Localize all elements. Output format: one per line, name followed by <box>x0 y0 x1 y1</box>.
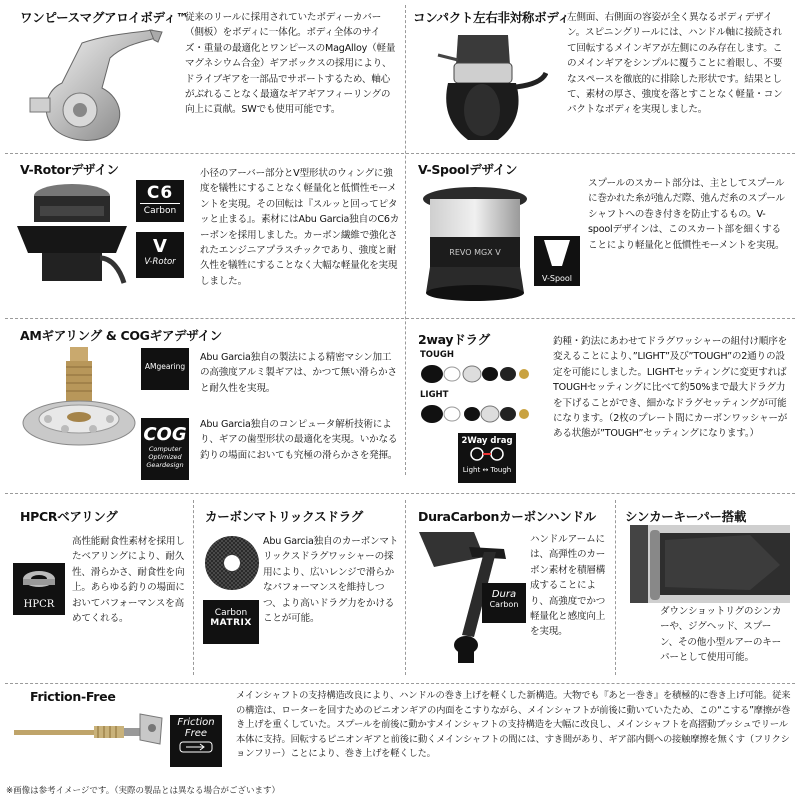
badge-vspool: V-Spool <box>541 274 573 283</box>
2way-drag-badge <box>458 433 516 483</box>
badge-top: Friction <box>177 717 215 728</box>
badge-c6: C6 <box>146 183 174 203</box>
v-rotor-mark: V <box>153 236 167 257</box>
badge-am: AMgearing <box>144 362 186 371</box>
divider-v-b1 <box>193 500 194 675</box>
badge-vrotor: V-Rotor <box>144 257 176 267</box>
compact-reel-image <box>418 25 548 150</box>
sinker-keeper-image <box>630 525 790 603</box>
magalloy-body-image <box>22 28 172 143</box>
badge-top: Dura <box>491 589 517 600</box>
section-body: 釣種・釣法にあわせてドラグワッシャーの組付け順序を変えることにより、”LIGHT”及び”TOUGH”の2通りの設定を可能にしました。LIGHTセッティングに変更すればTOUGHセッティングに比べて約50%まで最大ドラグ力を下げることができ、細かなドラグセッティングが可能になります。（2枚のプレート間にカーボンワッシャーがある状態が”TOUGH”セッティングになります。） <box>553 336 788 440</box>
section-body: 従来のリールに採用されていたボディーカバー（側板）をボディに一体化。ボディ全体のサイズ・重量の最適化とワンピースのMagAlloy（軽量マグネシウム合金）ギアボックスの採用により、ドライブギアを一部品でサポートするため、軸心がぶれることなく最適なギアギアフィーリングの向上に貢献。SWでも使用可能です。 <box>185 12 396 116</box>
divider-h-3 <box>5 493 795 494</box>
v-rotor-badge <box>136 232 184 278</box>
divider-v-b2 <box>405 500 406 675</box>
section-body: Abu Garcia独自のカーボンマトリックスドラグワッシャーの採用により、広いレンジで滑らかなパフォーマンスを維持しつつ、より高いドラグ力をかけることが可能。 <box>263 536 399 625</box>
friction-free-badge <box>170 715 222 767</box>
v-spool-image <box>420 185 530 305</box>
carbon-washer-image <box>203 534 261 592</box>
main-shaft-image <box>12 708 167 748</box>
divider-h-2 <box>5 318 795 319</box>
section-body-cog: Abu Garcia独自のコンピュータ解析技術により、ギアの歯型形状の最適化を実現。いかなる釣りの場面においても究極の滑らかさを発揮。 <box>200 419 398 461</box>
label-light: LIGHT <box>420 390 449 400</box>
section-title: DuraCarbonカーボンハンドル <box>418 509 596 524</box>
section-title: V-Spoolデザイン <box>418 162 518 177</box>
divider-h-4 <box>5 683 795 684</box>
light-washers-image <box>420 400 530 428</box>
section-body: ダウンショットリグのシンカーや、ジグヘッド、スプーン、その他小型ルアーのキーパーとして使用可能。 <box>660 606 782 664</box>
divider-v-top <box>405 5 406 475</box>
vrotor-reel-image <box>12 178 132 288</box>
badge-cog: COG <box>143 424 187 445</box>
tough-washers-image <box>420 360 530 388</box>
label-tough: TOUGH <box>420 350 455 360</box>
spool-text: REVO MGX V <box>449 248 501 257</box>
section-body: スプールのスカート部分は、主としてスプールに巻かれた糸が弛んだ際、弛んだ糸のスプールシャフトへの巻き付きを防止するもの。V-spoolデザインは、このスカート部を細くすることにより軽量化と低慣性モーメントを実現。 <box>588 178 785 251</box>
v-spool-icon <box>534 236 580 270</box>
section-title: HPCRベアリング <box>20 509 118 524</box>
c6-carbon-badge <box>136 180 184 222</box>
cog-badge <box>141 418 189 480</box>
section-body: 高性能耐食性素材を採用したベアリングにより、耐久性、滑らかさ、耐食性を向上。あらゆる釣りの場面においてパフォーマンスを高めてくれる。 <box>72 536 185 625</box>
badge-title: 2Way drag <box>461 436 513 446</box>
duracarbon-badge <box>482 583 526 623</box>
badge-sub: Light ↔ Tough <box>462 466 512 474</box>
hpcr-badge <box>13 563 65 615</box>
divider-v-b3 <box>615 500 616 675</box>
section-body: 左側面、右側面の容姿が全く異なるボディデザイン。スピニングリールには、ハンドル軸に接続されて回転するメインギアが左側にのみ存在します。このメインギアをシンプルに覆うことに着眼し、不要なスペースを徹底的に排除した形状です。結果として、素材の厚さ、強度を落とすことなく軽量・コンパクトなボディを実現しました。 <box>567 12 783 116</box>
badge-top: Carbon <box>214 608 248 618</box>
section-title: カーボンマトリックスドラグ <box>205 509 363 524</box>
section-title: AMギアリング & COGギアデザイン <box>20 328 222 343</box>
badge-bottom: Free <box>184 728 208 739</box>
section-title: 2wayドラグ <box>418 332 490 347</box>
badge-bottom: Carbon <box>489 600 519 609</box>
section-title: シンカーキーパー搭載 <box>625 509 747 524</box>
section-body: ハンドルアームには、高弾性のカーボン素材を積層構成することにより、高強度でかつ軽量化と感度向上を実現。 <box>530 534 606 638</box>
section-title: ワンピースマグアロイボディ™ <box>20 10 189 25</box>
section-body: メインシャフトの支持構造改良により、ハンドルの巻き上げを軽くした新構造。大物でも『あと一巻き』を積極的に巻き上げ可能。従来の構造は、ローターを回すためのピニオンギアの内面をこすりながら、メインシャフトが前後に動いていたため、この“こする”摩擦が巻き上げを重くしていた。スプールを前後に動かすメインシャフトの支持構造を大幅に改良し、メインシャフトを高摺動ブッシュでリール本体に支持。回転するピニオンギアと前後に動くメインシャフトの間には、すき間があり、ギア部内側への接触摩擦を無くす（フリクションフリー）ことにより、巻き上げを軽くした。 <box>236 690 791 759</box>
section-title: V-Rotorデザイン <box>20 162 119 177</box>
shaft-arrow-icon <box>178 740 214 754</box>
section-title: コンパクト左右非対称ボディ <box>413 10 570 25</box>
bearing-icon <box>19 567 59 595</box>
section-body: 小径のアーバー部分とV型形状のウィングに強度を犠牲にすることなく軽量化と低慣性モーメントを実現。その回転は『スルッと回ってピタッと止まる』。素材にはAbu Garcia独自のC6カーボンを採用しました。カーボン繊維で強化されたエンジニアプラスチックであり、強度と耐久性を犠牲にすることなく大幅な軽量化を実現しました。 <box>200 168 400 287</box>
badge-carbon: Carbon <box>140 203 180 216</box>
carbon-matrix-badge <box>203 600 259 644</box>
section-title: Friction-Free <box>30 689 116 704</box>
divider-h-1 <box>5 153 795 154</box>
image-footnote: ※画像は参考イメージです。（実際の製品とは異なる場合がございます） <box>6 786 280 796</box>
section-body-am: Abu Garcia独自の製法による精密マシン加工の高強度アルミ製ギアは、かつて無い滑らかさと耐久性を実現。 <box>200 352 397 394</box>
badge-cog-sub: Computer Optimized Geardesign <box>146 445 184 469</box>
badge-bottom: MATRIX <box>210 618 252 628</box>
gear-image <box>20 345 138 455</box>
am-gearing-badge <box>141 348 189 390</box>
v-spool-badge <box>534 236 580 286</box>
badge-hpcr: HPCR <box>23 599 55 610</box>
drag-washer-icon <box>467 446 507 462</box>
